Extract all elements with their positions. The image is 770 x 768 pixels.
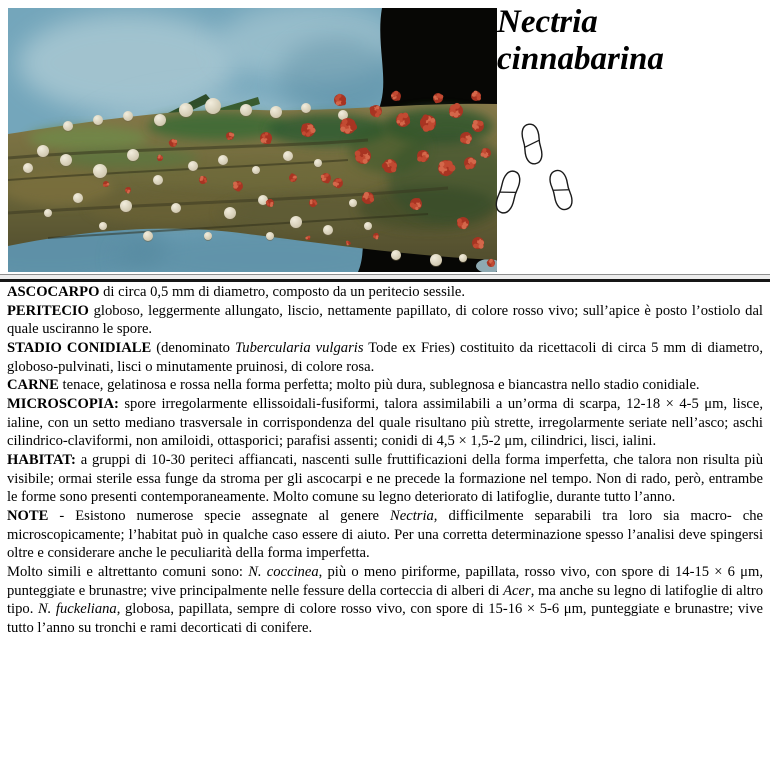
paragraph	[7, 376, 763, 395]
paragraph	[7, 283, 763, 302]
species-title	[497, 4, 765, 78]
text-segment: spore irregolarmente ellissoidali-fusiformi, talora assimilabili a un’orma di scarpa, 12-18 × 4-5 μm, lisce, ialine, con un setto mediano trasversale in corrispondenza del quale risultano più strette, irregolarmente seriate nell’asco; aschi cilindrico-claviformi, non amiloidi, ottasporici; parafisi assenti; conidi di 4,5 × 1,5-2 μm, cilindrici, lisci, ialini.	[7, 395, 763, 450]
text-segment: , ma anche su legno di latifoglie di altro tipo.	[7, 582, 763, 618]
text-segment: N. fuckeliana	[37, 601, 117, 618]
paragraph	[7, 395, 763, 451]
paragraph	[7, 302, 763, 339]
paragraph	[7, 507, 763, 563]
spore-drawing	[490, 116, 590, 224]
text-segment: (denominato	[151, 339, 235, 356]
text-segment: STADIO CONIDIALE	[7, 339, 152, 356]
text-segment: - Esistono numerose specie assegnate al genere	[48, 507, 391, 524]
paragraph	[7, 563, 763, 638]
description-text	[7, 283, 763, 637]
text-segment: a gruppi di 10-30 periteci affiancati, nascenti sulle fruttificazioni della forma imperfetta, che talora non risulta più visibile; ormai sterile essa funge da stroma per gli ascocarpi e ne precede la formazione nel tempo. Non di rado, però, entrambe le forme sono presenti contemporaneamente. Molto comune su legno deteriorato di latifoglie, durante tutto l’anno.	[7, 451, 763, 506]
text-segment: Molto simili e altrettanto comuni sono:	[7, 563, 249, 580]
text-segment: Tode ex Fries) costituito da ricettacoli di circa 5 mm di diametro, globoso-pulvinati, lisci o minutamente pruinosi, di colore rosa.	[7, 339, 764, 375]
text-segment: difficilmente separabili tra loro sia macro- che microscopicamente; l’habitat può in qualche caso essere di aiuto. Per una corretta determinazione spesso l’analisi deve spingersi oltre e considerare anche le peculiarità della forma imperfetta.	[7, 507, 763, 562]
species-title-line2: cinnabarina	[497, 41, 664, 77]
separator-thick-line	[0, 279, 770, 282]
text-segment: Tubercularia vulgaris	[234, 339, 364, 356]
text-segment: ASCOCARPO	[7, 284, 100, 300]
species-title-line1: Nectria	[497, 4, 598, 40]
text-segment: di circa 0,5 mm di diametro, composto da un peritecio sessile.	[99, 284, 466, 300]
photo-illustration	[8, 8, 497, 272]
text-segment: HABITAT:	[7, 451, 76, 468]
text-segment: CARNE	[7, 377, 59, 394]
paragraph	[7, 451, 763, 507]
text-segment: NOTE	[7, 507, 49, 524]
text-segment: N. coccinea	[248, 563, 319, 580]
nectria-photo	[8, 8, 497, 272]
text-segment: Nectria,	[390, 507, 438, 524]
spore-icon	[520, 123, 543, 165]
spore-icon	[494, 169, 523, 215]
spore-icon	[548, 169, 575, 212]
text-segment: PERITECIO	[7, 302, 89, 319]
paragraph	[7, 339, 763, 376]
text-segment: globoso, leggermente allungato, liscio, nettamente papillato, di colore rosso vivo; sull’apice è posto l’ostiolo dal quale usciranno le spore.	[7, 302, 763, 338]
separator-rule	[0, 274, 770, 282]
text-segment: MICROSCOPIA:	[7, 395, 119, 412]
text-segment: Acer	[503, 582, 531, 599]
text-segment: tenace, gelatinosa e rossa nella forma perfetta; molto più dura, sublegnosa e biancastra nello stadio conidiale.	[58, 377, 700, 394]
text-segment: , globosa, papillata, sempre di colore rosso vivo, con spore di 15-16 × 5-6 μm, punteggiate e brunastre; vive tutto l’anno su tronchi e rami decorticati di conifere.	[7, 601, 763, 636]
text-segment: , più o meno piriforme, papillata, rosso vivo, con spore di 14-15 × 6 μm, punteggiate e brunastre; vive principalmente nelle fessure della corteccia di alberi di	[7, 563, 763, 599]
